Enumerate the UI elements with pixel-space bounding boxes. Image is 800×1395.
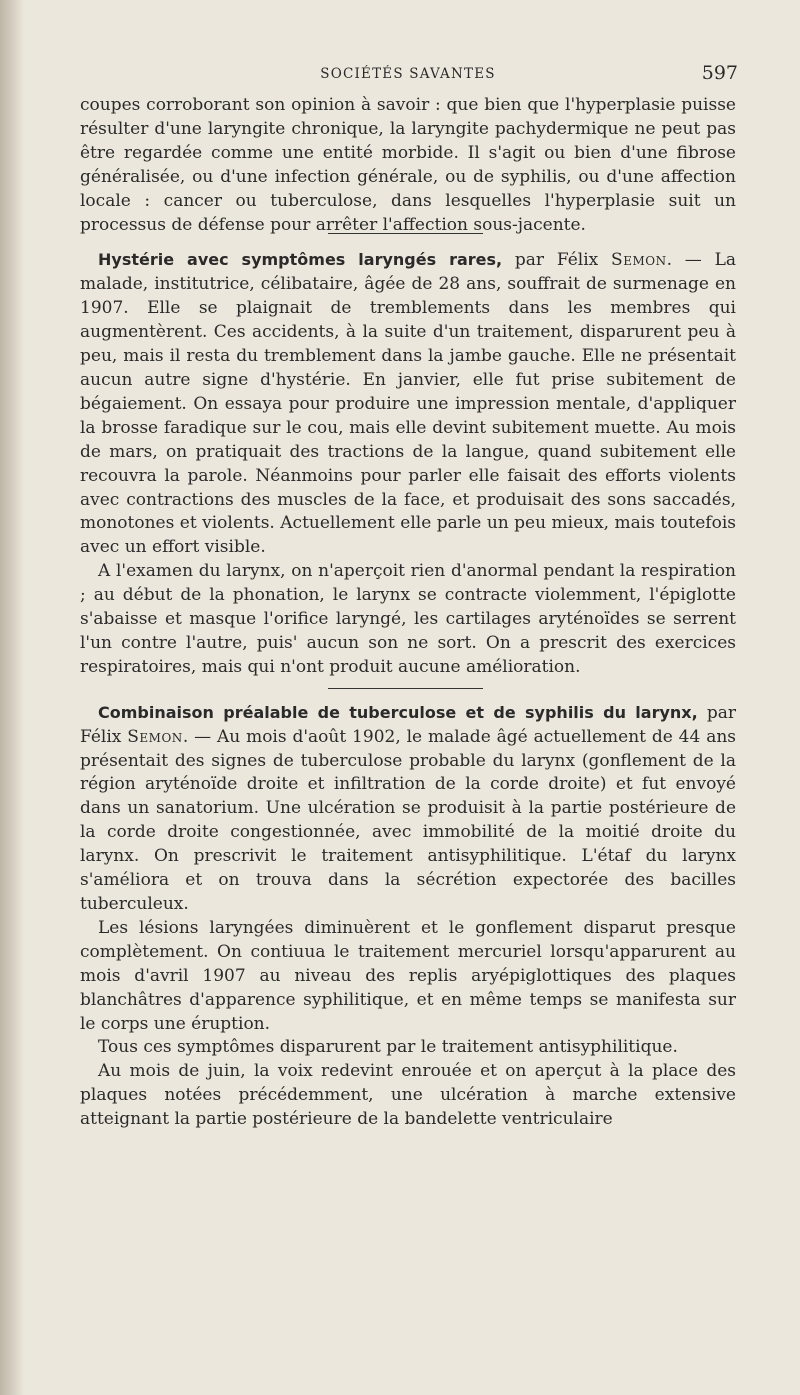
paragraph: Tous ces symptômes disparurent par le traitement antisyphilitique. (98, 1037, 678, 1058)
page-number: 597 (701, 62, 738, 84)
running-head: SOCIÉTÉS SAVANTES (320, 66, 496, 82)
section-tuberculosis-syphilis (80, 701, 736, 917)
byline: par Félix (80, 702, 736, 747)
section-text: . — La malade, institutrice, célibataire, âgée de 28 ans, souffrait de surmenage en 1907. Elle se plaignait de tremblements dans les membres qui augmentèrent. Ces accidents, à la suite d'un traitement, disparurent peu à peu, mais il resta du tremblement dans la jambe gauche. Elle ne présentait aucun autre signe d'hystérie. En janvier, elle fut prise subitement de bégaiement. On essaya pour produire une impression mentale, d'appliquer la brosse faradique sur le cou, mais elle devint subitement muette. Au mois de mars, on pratiquait des tractions de la langue, quand subitement elle recouvra la parole. Néanmoins pour parler elle faisait des efforts violents avec contractions des muscles de la face, et produisait des sons saccadés, monotones et violents. Actuellement elle parle un peu mieux, mais toutefois avec un effort visible. (80, 250, 737, 558)
paragraph-continued: coupes corroborant son opinion à savoir : que bien que l'hyperplasie puisse résulter d'une laryngite chronique, la laryngite pachydermique ne peut pas être regardée comme une entité morbide. Il s'agit ou bien d'une fibrose généralisée, ou d'une infection générale, ou de syphilis, ou d'une affection locale : cancer ou tuberculose, dans lesquelles l'hyperplasie suit un processus de défense pour arrêter l'affection sous-jacente. (80, 95, 736, 235)
page-edge-shadow (0, 0, 24, 1395)
byline: par Félix (502, 250, 612, 271)
paragraph: A l'examen du larynx, on n'aperçoit rien d'anormal pendant la respiration ; au début de la phonation, le larynx se contracte violemment, l'épiglotte s'abaisse et masque l'orifice laryngé, les cartilages aryténoïdes se serrent l'un contre l'autre, puis' aucun son ne sort. On a prescrit des exercices respiratoires, mais qui n'ont produit aucune amélioration. (80, 561, 736, 677)
section-divider (328, 688, 483, 689)
section-title: Combinaison préalable de tuberculose et de syphilis du larynx, (98, 702, 698, 722)
book-page (80, 60, 736, 1132)
section-title: Hystérie avec symptômes laryngés rares, (98, 250, 503, 270)
paragraph: Les lésions laryngées diminuèrent et le gonflement disparut presque complètement. On contiuua le traitement mercuriel lorsqu'apparurent au mois d'avril 1907 au niveau des replis aryépiglottiques des plaques blanchâtres d'apparence syphilitique, et en même temps se manifesta sur le corps une éruption. (80, 917, 736, 1034)
paragraph: Au mois de juin, la voix redevint enrouée et on aperçut à la place des plaques notées précédemment, une ulcération à marche extensive atteignant la partie postérieure de la bandelette ventriculaire (80, 1061, 736, 1130)
page-header (80, 60, 736, 94)
author-name: Semon (611, 250, 667, 271)
author-name: Semon (127, 726, 183, 747)
section-hysteria (80, 248, 736, 560)
section-text: . — Au mois d'août 1902, le malade âgé actuellement de 44 ans présentait des signes de tuberculose probable du larynx (gonflement de la région aryténoïde droite et infiltration de la corde droite) et fut envoyé dans un sanatorium. Une ulcération se produisit à la partie postérieure de la corde droite congestionnée, avec immobilité de la moitié droite du larynx. On prescrivit le traitement antisyphilitique. L'étaf du larynx s'améliora et on trouva dans la sécrétion expectorée des bacilles tuberculeux. (80, 726, 736, 914)
